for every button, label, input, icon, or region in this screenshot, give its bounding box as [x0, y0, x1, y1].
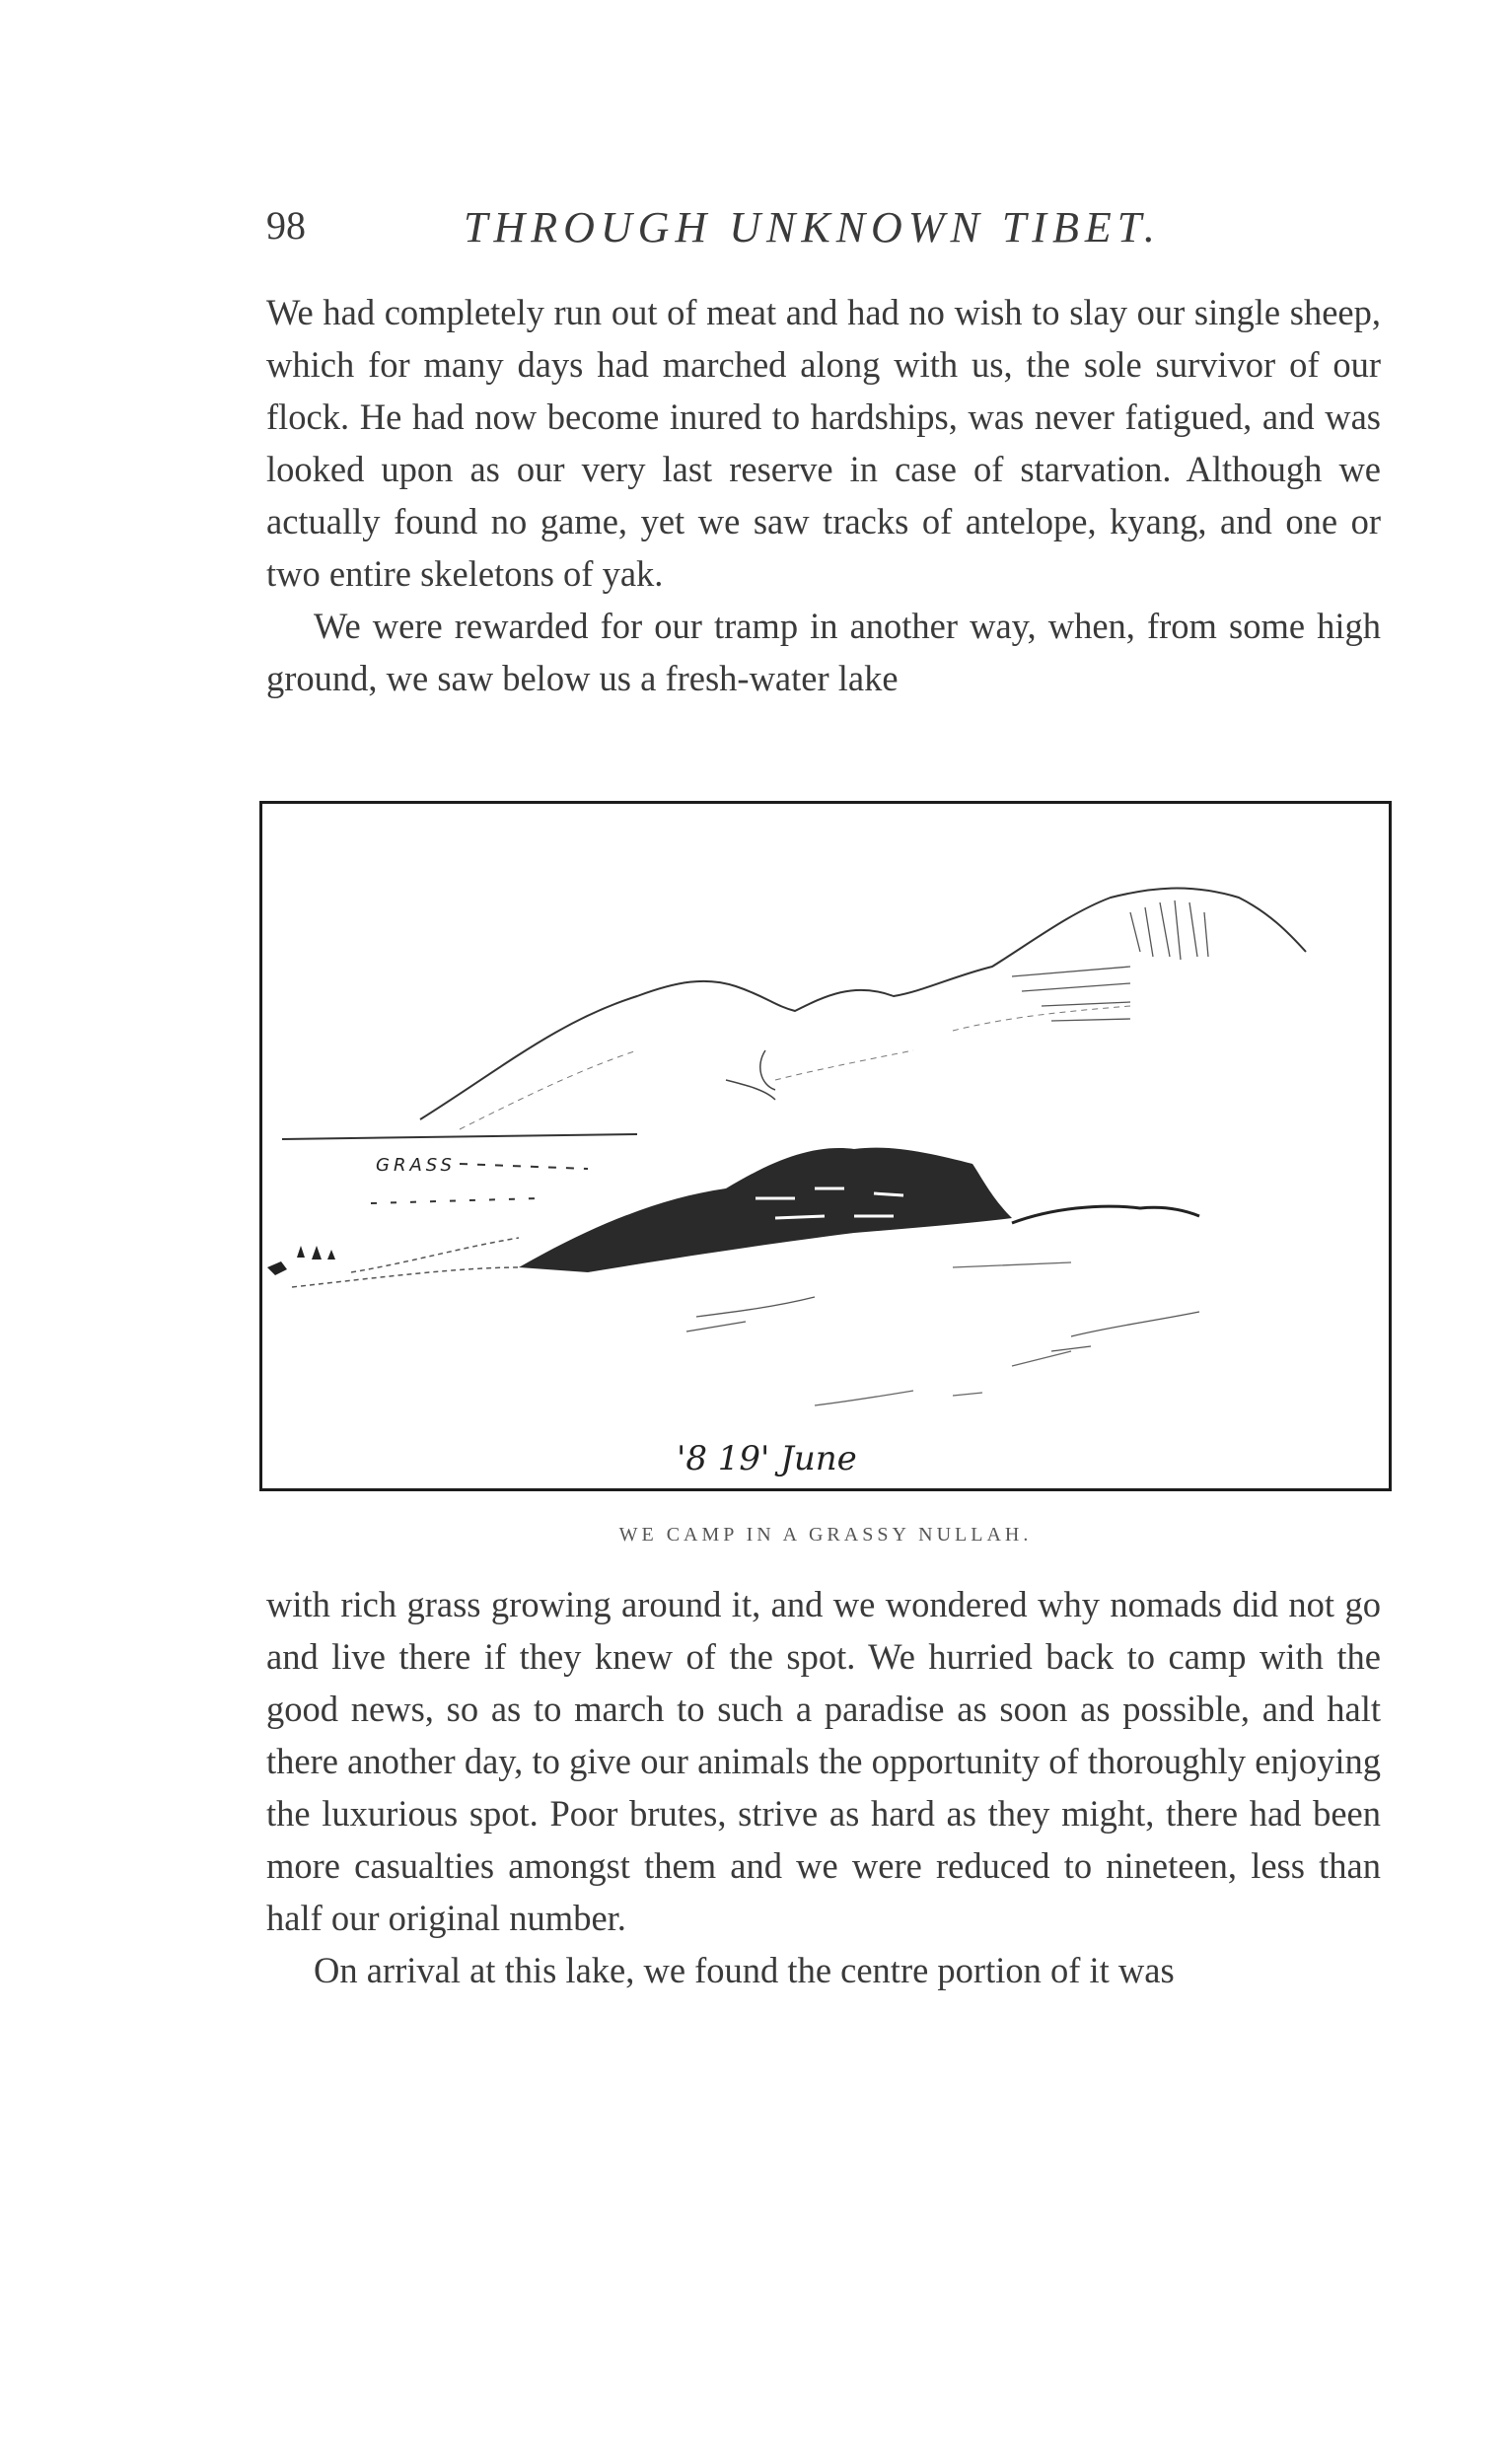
page-header [266, 202, 1386, 261]
mountain-ridge-shadow [460, 1006, 1130, 1129]
grass-dash-line-2 [371, 1198, 539, 1203]
text-block-top [266, 286, 1381, 704]
running-head: THROUGH UNKNOWN TIBET. [464, 203, 1161, 252]
paragraph-3: with rich grass growing around it, and we wondered why nomads did not go and live there if they knew of the spot. We hurried back to camp with the good news, so as to march to such a paradise as soon as possible, and halt there another day, to give our animals the opportunity of thoroughly enjoying the luxurious spot. Poor brutes, strive as hard as they might, there had been more casualties amongst them and we were reduced to nineteen, less than half our original number. [266, 1584, 1381, 1938]
page-number: 98 [266, 203, 306, 248]
horizon-line [282, 1134, 637, 1139]
grassy-mound [519, 1148, 1012, 1272]
foreground-marks-2 [815, 1262, 1071, 1405]
foreground-marks [686, 1297, 1199, 1351]
figure-caption: WE CAMP IN A GRASSY NULLAH. [618, 1524, 1033, 1546]
sketch-date: '8 19' June [677, 1439, 857, 1478]
river-mark [726, 1050, 775, 1100]
hill-hatching [1012, 900, 1208, 1021]
text-block-bottom [266, 1578, 1381, 1996]
foreground-slope [292, 1238, 519, 1287]
sketch-illustration [259, 801, 1392, 1491]
animals-sketch [267, 1246, 335, 1275]
paragraph-1: We had completely run out of meat and had no wish to slay our single sheep, which for many days had marched along with us, the sole survivor of our flock. He had now become inured to hardships, was never fatigued, and was looked upon as our very last reserve in case of starvation. Although we actually found no game, yet we saw tracks of antelope, kyang, and one or two entire skeletons of yak. [266, 292, 1381, 594]
paragraph-4: On arrival at this lake, we found the centre portion of it was [314, 1950, 1175, 1990]
sketch-drawing [262, 804, 1389, 1488]
grass-dash-line [460, 1164, 588, 1169]
grass-label: GRASS [376, 1155, 456, 1176]
paragraph-2: We were rewarded for our tramp in another way, when, from some high ground, we saw below us a fresh-water lake [266, 606, 1381, 698]
mountain-ridge-line [420, 889, 1306, 1119]
shore-line-right [1012, 1206, 1199, 1223]
